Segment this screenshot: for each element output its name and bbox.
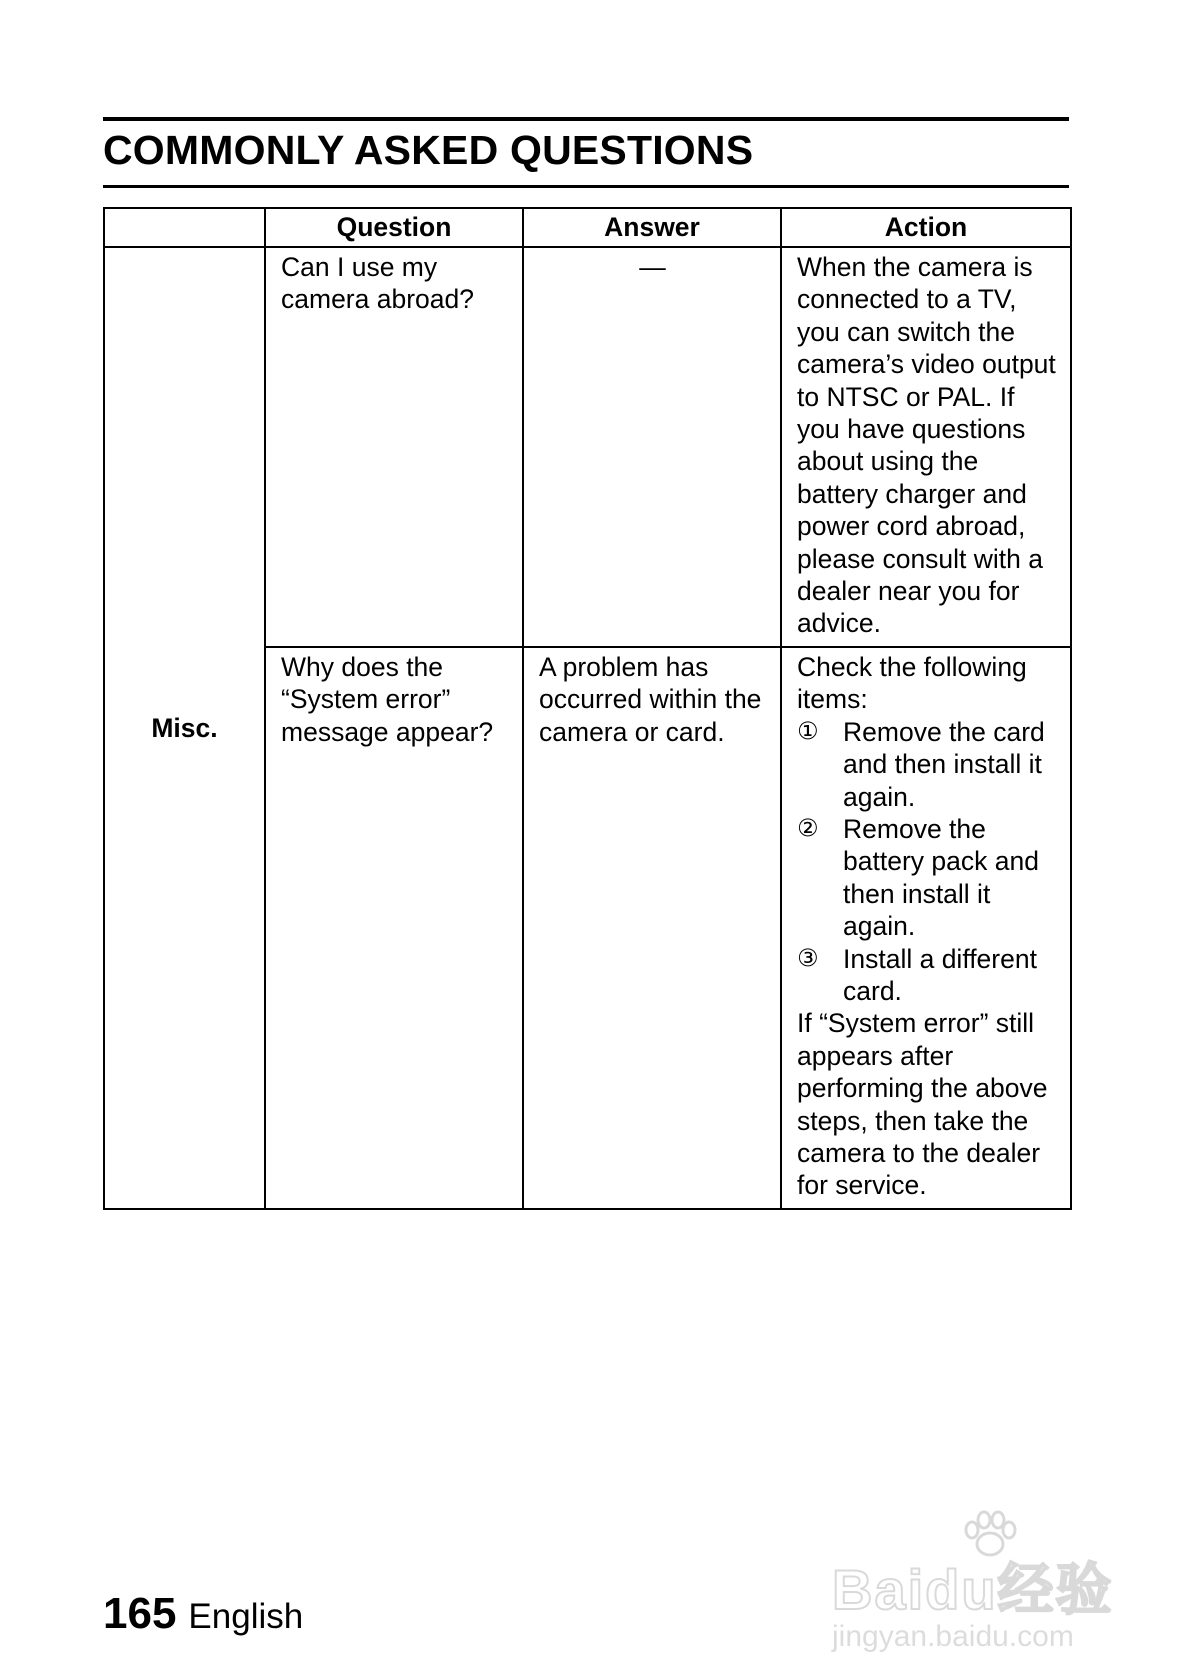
- step-text: Remove the card and then install it again.: [843, 716, 1045, 812]
- page-footer: [103, 1589, 304, 1639]
- header-question: Question: [265, 208, 523, 247]
- heading-top-rule: [103, 117, 1069, 121]
- watermark-brand: Baidu经验: [832, 1558, 1114, 1621]
- table-row: [104, 247, 1071, 647]
- header-action: Action: [781, 208, 1071, 247]
- header-category: [104, 208, 265, 247]
- page-title: COMMONLY ASKED QUESTIONS: [103, 127, 754, 173]
- answer-cell: A problem has occurred within the camera or card.: [523, 647, 781, 1209]
- list-item: [797, 813, 1056, 943]
- table-header-row: [104, 208, 1071, 247]
- answer-cell: —: [523, 247, 781, 647]
- header-answer: Answer: [523, 208, 781, 247]
- list-item: [797, 716, 1056, 813]
- action-outro: If “System error” still appears after performing the above steps, then take the camera to the dealer for service.: [797, 1008, 1048, 1201]
- action-steps-list: [797, 716, 1056, 1008]
- faq-table: [103, 207, 1072, 1210]
- step-number: ②: [797, 814, 819, 842]
- step-text: Install a different card.: [843, 943, 1037, 1006]
- question-cell: Why does the “System error” message appear?: [265, 647, 523, 1209]
- step-number: ①: [797, 717, 819, 745]
- heading-bottom-rule: [103, 185, 1069, 188]
- question-cell: Can I use my camera abroad?: [265, 247, 523, 647]
- action-intro: Check the following items:: [797, 651, 1027, 715]
- action-cell: [781, 647, 1071, 1209]
- step-text: Remove the battery pack and then install it again.: [843, 813, 1039, 942]
- watermark-url: jingyan.baidu.com: [832, 1620, 1074, 1653]
- page-language: English: [188, 1597, 304, 1636]
- category-cell: Misc.: [104, 247, 265, 1209]
- baidu-watermark: [832, 1510, 1132, 1660]
- step-number: ③: [797, 944, 819, 972]
- page-number: 165: [103, 1589, 177, 1638]
- action-cell: When the camera is connected to a TV, you can switch the camera’s video output to NTSC or PAL. If you have questions about using the battery charger and power cord abroad, please consult with a dealer near you for advice.: [781, 247, 1071, 647]
- list-item: [797, 943, 1056, 1008]
